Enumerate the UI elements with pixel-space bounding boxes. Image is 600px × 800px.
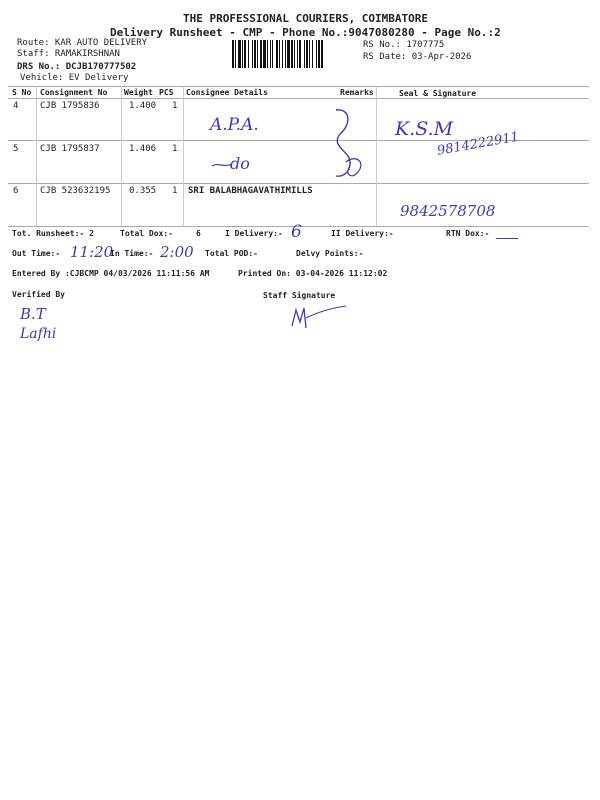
row-consignment: CJB 1795836 [40,101,100,111]
handwritten-ditto: do [230,154,250,173]
total-dox-label: Total Dox:- [120,229,173,238]
row-pcs: 1 [172,144,178,154]
verifier-initials: B.T [20,305,46,323]
header-weight: Weight [124,88,153,97]
rtn-dox-dash [496,238,518,239]
in-time-value: 2:00 [160,243,194,261]
row-consignment: CJB 1795837 [40,144,100,154]
barcode-graphic [232,40,358,68]
row-sno: 6 [13,186,19,196]
verifier-name: Lafhi [20,326,57,342]
out-time-value: 11:20 [70,243,114,261]
entered-by: Entered By :CJBCMP 04/03/2026 11:11:56 AM [12,269,210,278]
header-consignee: Consignee Details [186,88,268,97]
handwritten-seal: K.S.M [395,118,454,140]
signature-scribble [326,104,366,184]
handwritten-phone: 9842578708 [400,202,496,220]
rs-number: RS No.: 1707775 [363,40,445,50]
rtn-dox-label: RTN Dox:- [446,229,490,238]
company-name: THE PROFESSIONAL COURIERS, COIMBATORE [183,12,429,25]
i-delivery-label: I Delivery:- [225,229,283,238]
total-dox-value: 6 [196,229,201,238]
header-sno: S No [12,88,32,97]
delvy-points-label: Delvy Points:- [296,249,364,258]
header-seal: Seal & Signature [399,89,477,98]
row-divider [8,183,589,184]
table-top-rule [8,86,589,87]
row-consignee: SRI BALABHAGAVATHIMILLS [188,186,313,196]
column-divider [376,86,377,226]
staff: Staff: RAMAKIRSHNAN [17,49,120,59]
row-weight: 1.400 [129,101,157,111]
column-divider [36,86,37,226]
rs-date: RS Date: 03-Apr-2026 [363,52,472,62]
staff-signature-scribble [290,304,350,334]
column-divider [121,86,122,226]
handwritten-note: A.P.A. [210,115,259,135]
header-consignment: Consignment No [40,88,108,97]
route: Route: KAR AUTO DELIVERY [17,38,148,48]
ditto-stroke [210,154,240,174]
printed-on: Printed On: 03-04-2026 11:12:02 [238,269,388,278]
verified-by-label: Verified By [12,290,65,299]
ii-delivery-label: II Delivery:- [331,229,394,238]
drs-number: DRS No.: DCJB170777502 [17,62,137,72]
row-weight: 0.355 [129,186,157,196]
row-pcs: 1 [172,101,178,111]
in-time-label: In Time:- [110,249,154,258]
row-sno: 5 [13,144,19,154]
header-pcs: PCS [159,88,174,97]
row-weight: 1.406 [129,144,157,154]
runsheet-title: Delivery Runsheet - CMP - Phone No.:9047080280 - Page No.:2 [110,26,501,39]
row-pcs: 1 [172,186,178,196]
vehicle: Vehicle: EV Delivery [20,73,129,83]
i-delivery-value: 6 [291,222,302,242]
header-remarks: Remarks [340,88,374,97]
tot-runsheet: Tot. Runsheet:- 2 [12,229,94,238]
table-header-rule [8,98,589,99]
staff-signature-label: Staff Signature [263,291,336,300]
total-pod-label: Total POD:- [205,249,258,258]
row-sno: 4 [13,101,19,111]
handwritten-phone: 9814222911 [436,129,521,159]
row-consignment: CJB 523632195 [40,186,111,196]
barcode [232,40,358,68]
column-divider [183,86,184,226]
out-time-label: Out Time:- [12,249,61,258]
